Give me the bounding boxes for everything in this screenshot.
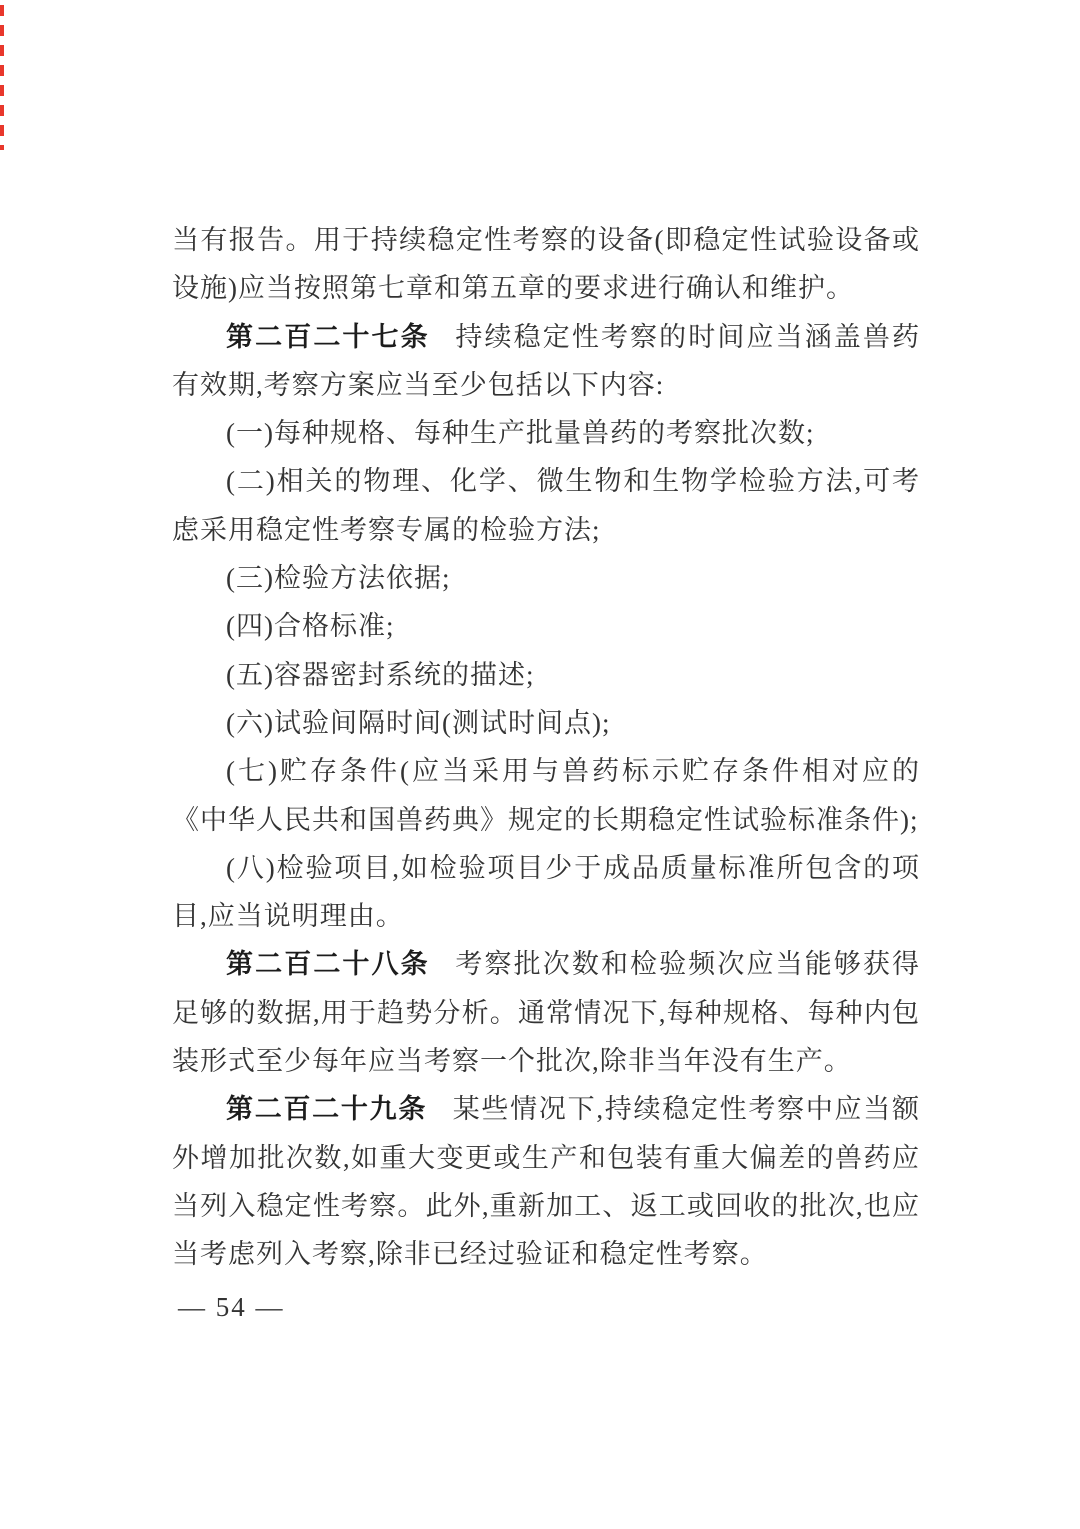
body-paragraph [172, 602, 920, 650]
article-paragraph [172, 1085, 920, 1278]
paragraph-text: 考察批次数和检验频次应当能够获得足够的数据,用于趋势分析。通常情况下,每种规格、每种内包装形式至少每年应当考察一个批次,除非当年没有生产。 [172, 949, 921, 1077]
page-number-text: — 54 — [178, 1292, 285, 1322]
paragraph-text: (一)每种规格、每种生产批量兽药的考察批次数; [226, 418, 815, 449]
paragraph-text: (六)试验间隔时间(测试时间点); [226, 707, 611, 738]
document-body [172, 216, 920, 1279]
article-number: 第二百二十七条 [226, 321, 430, 352]
paragraph-text: (五)容器密封系统的描述; [226, 659, 535, 690]
body-paragraph [172, 844, 920, 941]
body-paragraph [172, 699, 920, 747]
page-number [178, 1292, 285, 1323]
body-paragraph [172, 651, 920, 699]
body-paragraph [172, 216, 920, 313]
body-paragraph [172, 554, 920, 602]
paragraph-text: 持续稳定性考察的时间应当涵盖兽药有效期,考察方案应当至少包括以下内容: [172, 321, 921, 400]
paragraph-text: (三)检验方法依据; [226, 563, 451, 594]
paragraph-text: 当有报告。用于持续稳定性考察的设备(即稳定性试验设备或设施)应当按照第七章和第五章的要求进行确认和维护。 [172, 225, 920, 304]
article-number: 第二百二十八条 [226, 949, 430, 980]
paragraph-text: (八)检验项目,如检验项目少于成品质量标准所包含的项目,应当说明理由。 [172, 852, 920, 932]
paragraph-text: (七)贮存条件(应当采用与兽药标示贮存条件相对应的《中华人民共和国兽药典》规定的长期稳定性试验标准条件); [172, 756, 920, 835]
body-paragraph [172, 747, 920, 844]
red-dash-marks [0, 5, 4, 150]
body-paragraph [172, 409, 920, 457]
paragraph-text: (二)相关的物理、化学、微生物和生物学检验方法,可考虑采用稳定性考察专属的检验方法; [172, 466, 920, 545]
article-number: 第二百二十九条 [226, 1094, 428, 1125]
paragraph-text: 某些情况下,持续稳定性考察中应当额外增加批次数,如重大变更或生产和包装有重大偏差的兽药应当列入稳定性考察。此外,重新加工、返工或回收的批次,也应当考虑列入考察,除非已经过验证和稳定性考察。 [172, 1094, 921, 1270]
paragraph-text: (四)合格标准; [226, 611, 395, 642]
article-paragraph [172, 313, 920, 410]
article-paragraph [172, 940, 920, 1085]
body-paragraph [172, 457, 920, 554]
